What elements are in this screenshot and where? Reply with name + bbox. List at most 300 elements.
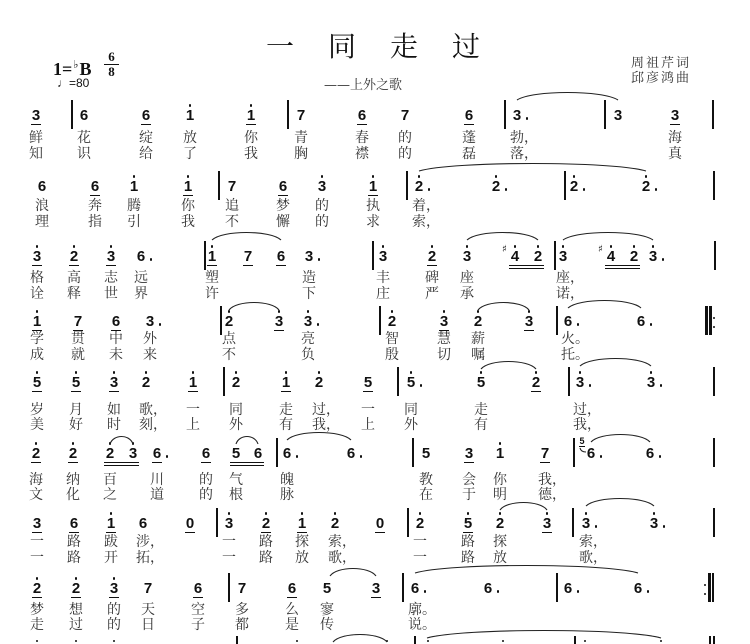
lyric-syllable: 殷	[385, 347, 399, 363]
note: 7	[237, 580, 247, 597]
underline	[357, 124, 367, 125]
underline	[464, 462, 474, 463]
lyric-syllable: 着，	[412, 198, 440, 214]
lyric-syllable: 奔	[88, 198, 102, 214]
lyric-syllable: 路	[67, 550, 81, 566]
octave-dot-above	[386, 640, 389, 643]
barline	[556, 306, 557, 335]
lyric-syllable: 智	[385, 331, 399, 347]
lyric-syllable: 严	[425, 286, 439, 302]
note: 1	[32, 313, 42, 330]
note: 6	[636, 313, 646, 330]
barline	[713, 367, 714, 396]
note: 6	[586, 445, 596, 462]
lyric-syllable: 青	[294, 130, 308, 146]
note: 6	[410, 580, 420, 597]
lyric-syllable: 的	[107, 602, 121, 618]
note: 6	[464, 107, 474, 124]
lyric-syllable: 德，	[538, 487, 566, 503]
lyric-syllable: 碑	[425, 270, 439, 286]
lyric-syllable: 远	[134, 270, 148, 286]
lyric-syllable: 路	[67, 534, 81, 550]
tempo-marking: ♩=80	[57, 76, 90, 90]
octave-dot-above	[75, 640, 78, 643]
underline	[281, 391, 291, 392]
barline	[713, 171, 714, 200]
note: 1	[207, 248, 217, 265]
lyricist-credit: 周祖芹词	[631, 56, 692, 71]
underline	[427, 265, 437, 266]
augmentation-dot	[526, 117, 529, 120]
lyric-syllable: 我	[244, 146, 258, 162]
lyric-syllable: 的	[199, 487, 213, 503]
lyric-syllable: 日	[141, 617, 155, 633]
lyric-syllable: 天	[141, 602, 155, 618]
lyric-syllable: 探	[493, 534, 507, 550]
note: 2	[231, 374, 241, 391]
lyric-syllable: 庄	[376, 286, 390, 302]
lyric-syllable: 下	[302, 286, 316, 302]
title-char: 一	[265, 30, 294, 63]
note: 5	[406, 374, 416, 391]
note: 1	[106, 515, 116, 532]
lyric-syllable: 走	[279, 402, 293, 418]
note: 6	[79, 107, 89, 124]
lyric-syllable: 索，	[328, 534, 356, 550]
barline	[216, 508, 217, 537]
note: 3	[109, 374, 119, 391]
barline	[573, 438, 574, 467]
note: 2	[533, 248, 543, 265]
underline	[31, 462, 41, 463]
lyric-syllable: 执	[366, 198, 380, 214]
note: 1	[297, 515, 307, 532]
underline	[243, 265, 253, 266]
octave-dot-above	[584, 640, 587, 643]
lyric-syllable: 脉	[280, 487, 294, 503]
lyric-syllable: 磊	[462, 146, 476, 162]
repeat-dot	[704, 584, 707, 587]
repeat-end-bar	[708, 573, 711, 602]
note: 2	[491, 178, 501, 195]
octave-dot-above	[660, 640, 663, 643]
lyric-syllable: 胸	[294, 146, 308, 162]
augmentation-dot	[589, 384, 592, 387]
lyric-syllable: 负	[301, 347, 315, 363]
lyric-syllable: 梦	[30, 602, 44, 618]
lyric-syllable: 造	[302, 270, 316, 286]
augmentation-dot	[663, 525, 666, 528]
lyric-syllable: 腾	[127, 198, 141, 214]
note: 7	[227, 178, 237, 195]
lyric-syllable: 索，	[412, 214, 440, 230]
barline	[412, 438, 413, 467]
note: 3	[317, 178, 327, 195]
note: 6	[111, 313, 121, 330]
note: 2	[224, 313, 234, 330]
lyric-syllable: 慧	[437, 331, 451, 347]
underline	[246, 124, 256, 125]
grace-note: 5	[579, 436, 585, 446]
lyric-syllable: 有	[474, 417, 488, 433]
underline	[183, 195, 193, 196]
note: 3	[512, 107, 522, 124]
lyric-syllable: 引	[127, 214, 141, 230]
augmentation-dot	[317, 323, 320, 326]
underline	[32, 597, 42, 598]
barline	[556, 573, 557, 602]
lyric-syllable: 多	[235, 602, 249, 618]
underline	[201, 462, 211, 463]
augmentation-dot	[583, 188, 586, 191]
augmentation-dot	[424, 590, 427, 593]
augmentation-dot	[647, 590, 650, 593]
underline	[276, 265, 286, 266]
lyric-syllable: 说。	[408, 617, 436, 633]
lyric-syllable: 中	[109, 331, 123, 347]
underline	[278, 195, 288, 196]
lyric-syllable: 诺，	[556, 286, 584, 302]
note: 3	[32, 248, 42, 265]
lyric-syllable: 一	[222, 534, 236, 550]
augmentation-dot	[660, 384, 663, 387]
lyric-syllable: 一	[30, 550, 44, 566]
note: 3	[649, 515, 659, 532]
augmentation-dot	[577, 590, 580, 593]
underline	[69, 265, 79, 266]
lyric-syllable: 开	[104, 550, 118, 566]
lyric-syllable: 文	[29, 487, 43, 503]
lyric-syllable: 跋	[104, 534, 118, 550]
lyric-syllable: 火。	[561, 331, 589, 347]
note: 6	[201, 445, 211, 462]
lyric-syllable: 过，	[573, 402, 601, 418]
barline	[287, 100, 288, 129]
repeat-dot	[713, 326, 716, 329]
note: 3	[31, 107, 41, 124]
lyric-syllable: 亮	[301, 331, 315, 347]
augmentation-dot	[166, 455, 169, 458]
lyric-syllable: 道	[150, 487, 164, 503]
note: 2	[105, 445, 115, 462]
lyric-syllable: 路	[259, 550, 273, 566]
note: 6	[645, 445, 655, 462]
lyric-syllable: 未	[109, 347, 123, 363]
note: 3	[462, 248, 472, 265]
underline	[540, 462, 550, 463]
note: 0	[185, 515, 195, 532]
lyric-syllable: 的	[199, 472, 213, 488]
lyric-syllable: 许	[205, 286, 219, 302]
lyric-syllable: 路	[259, 534, 273, 550]
sharp-icon: ♯	[598, 244, 603, 255]
octave-dot-above	[502, 640, 505, 643]
barline	[714, 241, 715, 270]
underline	[90, 195, 100, 196]
note: 6	[278, 178, 288, 195]
lyric-syllable: 成	[30, 347, 44, 363]
lyric-syllable: 世	[104, 286, 118, 302]
underline	[464, 124, 474, 125]
beam-underline	[605, 268, 640, 269]
note: 2	[314, 374, 324, 391]
note: 2	[415, 515, 425, 532]
lyric-syllable: 海	[29, 472, 43, 488]
lyric-syllable: 路	[461, 534, 475, 550]
note: 3	[646, 374, 656, 391]
underline	[368, 195, 378, 196]
note: 6	[141, 107, 151, 124]
barline	[572, 508, 573, 537]
lyric-syllable: 刻，	[139, 417, 167, 433]
lyric-syllable: 的	[398, 146, 412, 162]
key-prefix: 1=	[53, 59, 73, 79]
lyric-syllable: 如	[107, 402, 121, 418]
note: 5	[32, 374, 42, 391]
octave-dot-above	[36, 640, 39, 643]
lyric-syllable: 走	[474, 402, 488, 418]
note: 6	[193, 580, 203, 597]
underline	[363, 391, 373, 392]
lyric-syllable: 不	[222, 347, 236, 363]
note: 6	[253, 445, 263, 462]
augmentation-dot	[662, 258, 665, 261]
augmentation-dot	[595, 525, 598, 528]
underline	[32, 265, 42, 266]
augmentation-dot	[655, 188, 658, 191]
barline	[712, 100, 713, 129]
repeat-dot	[704, 593, 707, 596]
underline	[375, 532, 385, 533]
lyric-syllable: 你	[244, 130, 258, 146]
underline	[109, 391, 119, 392]
note: 6	[136, 248, 146, 265]
lyric-syllable: 川	[150, 472, 164, 488]
note: 5	[421, 445, 431, 462]
note: 1	[495, 445, 505, 462]
note: 2	[629, 248, 639, 265]
lyric-syllable: 百	[103, 472, 117, 488]
sharp-icon: ♯	[502, 244, 507, 255]
augmentation-dot	[159, 323, 162, 326]
note: 2	[71, 580, 81, 597]
augmentation-dot	[318, 258, 321, 261]
lyric-syllable: 明	[493, 487, 507, 503]
barline	[223, 367, 224, 396]
barline	[71, 100, 72, 129]
barline	[713, 438, 714, 467]
lyric-syllable: 同	[229, 402, 243, 418]
barline	[397, 367, 398, 396]
augmentation-dot	[659, 455, 662, 458]
note: 2	[427, 248, 437, 265]
lyric-syllable: 丰	[376, 270, 390, 286]
lyric-syllable: 追	[225, 198, 239, 214]
underline	[524, 330, 534, 331]
lyric-syllable: 月	[69, 402, 83, 418]
beam-underline	[509, 265, 544, 266]
lyric-syllable: 我，	[312, 417, 340, 433]
note: 2	[387, 313, 397, 330]
note: 3	[304, 248, 314, 265]
barline	[372, 241, 373, 270]
note: 5	[231, 445, 241, 462]
note: 7	[400, 107, 410, 124]
lyric-syllable: 理	[35, 214, 49, 230]
augmentation-dot	[600, 455, 603, 458]
note: 6	[563, 313, 573, 330]
augmentation-dot	[497, 590, 500, 593]
note: 3	[274, 313, 284, 330]
barline	[276, 438, 277, 467]
barline	[568, 367, 569, 396]
lyric-syllable: 海	[668, 130, 682, 146]
lyric-syllable: 承	[460, 286, 474, 302]
lyric-syllable: 外	[229, 417, 243, 433]
underline	[109, 597, 119, 598]
lyric-syllable: 我	[181, 214, 195, 230]
note: 6	[357, 107, 367, 124]
note: 3	[558, 248, 568, 265]
lyric-syllable: 蓬	[462, 130, 476, 146]
barline	[228, 573, 229, 602]
note: 2	[414, 178, 424, 195]
underline	[141, 124, 151, 125]
lyric-syllable: 放	[183, 130, 197, 146]
key-note: B	[79, 59, 92, 79]
subtitle: ——上外之歌	[324, 78, 403, 93]
underline	[106, 265, 116, 266]
note: 6	[282, 445, 292, 462]
lyric-syllable: 之	[103, 487, 117, 503]
note: 1	[129, 178, 139, 195]
note: 7	[143, 580, 153, 597]
lyric-syllable: 我，	[538, 472, 566, 488]
repeat-start-thick-bar	[705, 306, 708, 335]
barline	[504, 100, 505, 129]
lyric-syllable: 识	[77, 146, 91, 162]
note: 6	[138, 515, 148, 532]
beam-underline	[605, 265, 640, 266]
note: 2	[330, 515, 340, 532]
lyric-syllable: 化	[66, 487, 80, 503]
lyric-syllable: 座	[460, 270, 474, 286]
note: 2	[531, 374, 541, 391]
note: 1	[183, 178, 193, 195]
lyric-syllable: 传	[320, 617, 334, 633]
note: 6	[90, 178, 100, 195]
lyric-syllable: 塑	[205, 270, 219, 286]
lyric-syllable: 走	[30, 617, 44, 633]
repeat-end-thick-bar	[712, 573, 714, 602]
note: 3	[128, 445, 138, 462]
lyric-syllable: 一	[30, 534, 44, 550]
lyric-syllable: 过，	[312, 402, 340, 418]
lyric-syllable: 襟	[355, 146, 369, 162]
underline	[185, 532, 195, 533]
note: 1	[185, 107, 195, 124]
note: 6	[483, 580, 493, 597]
note: 2	[69, 248, 79, 265]
underline	[71, 391, 81, 392]
beam-underline	[104, 465, 139, 466]
note: 4	[510, 248, 520, 265]
underline	[188, 391, 198, 392]
note: 4	[606, 248, 616, 265]
lyric-syllable: 你	[181, 198, 195, 214]
note: 3	[464, 445, 474, 462]
note: 5	[71, 374, 81, 391]
lyric-syllable: 会	[462, 472, 476, 488]
lyric-syllable: 一	[413, 550, 427, 566]
beam-underline	[230, 465, 264, 466]
lyric-syllable: 真	[668, 146, 682, 162]
note: 2	[31, 445, 41, 462]
lyric-syllable: 一	[186, 402, 200, 418]
augmentation-dot	[650, 323, 653, 326]
underline	[207, 265, 217, 266]
lyric-syllable: 放	[295, 550, 309, 566]
underline	[152, 462, 162, 463]
lyric-syllable: 志	[104, 270, 118, 286]
lyric-syllable: 岁	[30, 402, 44, 418]
barline	[236, 636, 237, 644]
lyric-syllable: 知	[29, 146, 43, 162]
underline	[32, 391, 42, 392]
lyric-syllable: 一	[413, 534, 427, 550]
note: 1	[246, 107, 256, 124]
note: 3	[371, 580, 381, 597]
underline	[193, 597, 203, 598]
note: 5	[322, 580, 332, 597]
lyric-syllable: 求	[366, 214, 380, 230]
note: 2	[68, 445, 78, 462]
lyric-syllable: 就	[71, 347, 85, 363]
note: 6	[287, 580, 297, 597]
beam-underline	[509, 268, 544, 269]
lyric-syllable: 有	[279, 417, 293, 433]
double-barline	[709, 636, 711, 644]
lyric-syllable: 勃，	[510, 130, 538, 146]
lyric-syllable: 学	[30, 331, 44, 347]
barline	[574, 636, 575, 644]
lyric-syllable: 好	[69, 417, 83, 433]
lyric-syllable: 拓，	[136, 550, 164, 566]
lyric-syllable: 想	[69, 602, 83, 618]
lyric-syllable: 寥	[320, 602, 334, 618]
note: 6	[633, 580, 643, 597]
note: 5	[463, 515, 473, 532]
lyric-syllable: 春	[355, 130, 369, 146]
lyric-syllable: 的	[398, 130, 412, 146]
flat-icon: ♭	[73, 59, 79, 71]
lyric-syllable: 点	[222, 331, 236, 347]
barline	[564, 171, 565, 200]
note: 2	[261, 515, 271, 532]
lyric-syllable: 嘱	[471, 347, 485, 363]
note: 3	[524, 313, 534, 330]
note: 3	[613, 107, 623, 124]
lyric-syllable: 的	[315, 198, 329, 214]
barline	[406, 171, 407, 200]
lyric-syllable: 美	[30, 417, 44, 433]
note: 7	[243, 248, 253, 265]
lyric-syllable: 给	[139, 146, 153, 162]
lyric-syllable: 过	[69, 617, 83, 633]
augmentation-dot	[360, 455, 363, 458]
lyric-syllable: 释	[67, 286, 81, 302]
note: 3	[224, 515, 234, 532]
